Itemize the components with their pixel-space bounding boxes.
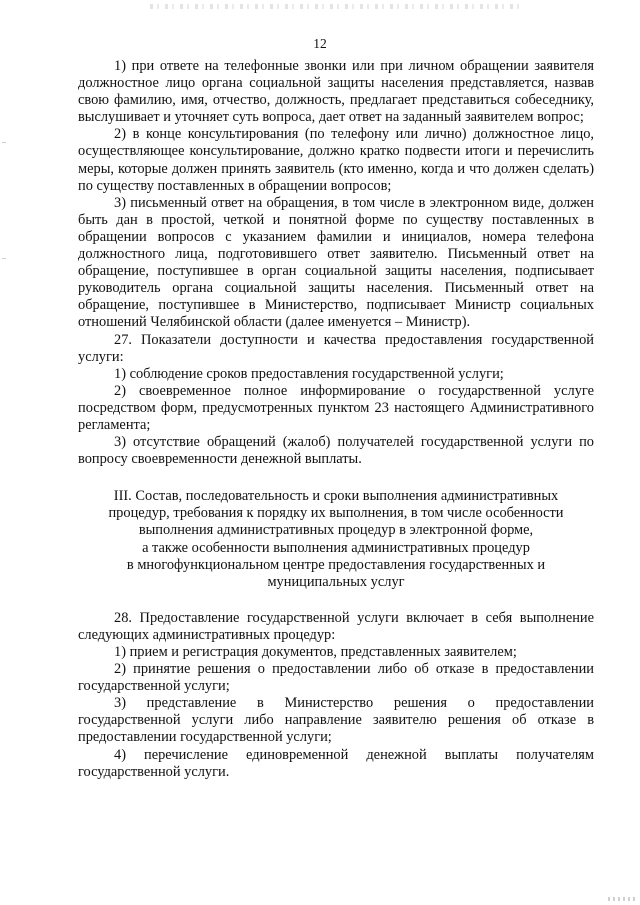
paragraph-item-2-consult-end: 2) в конце консультирования (по телефону или лично) должностное лицо, осуществляющее консультирование, должно кратко подвести итоги и перечислить меры, которые должен принять заявитель (кто именно, когда и что должен сделать) по существу поставленных в обращении вопросов; [78, 126, 594, 194]
paragraph-item-3-written-answer: 3) письменный ответ на обращения, в том числе в электронном виде, должен быть дан в простой, четкой и понятной форме по существу поставленных в обращении вопросов с указанием фамилии и инициалов, номера телефона должностного лица, подготовившего ответ заявителю. Письменный ответ на обращение, поступившее в орган социальной защиты населения, подписывает руководитель органа социальной защиты населения. Письменный ответ на обращение, поступившее в Министерство, подписывает Министр социальных отношений Челябинской области (далее именуется – Министр). [78, 194, 594, 331]
scan-artifact-margin [2, 142, 6, 143]
paragraph-indicator-3: 3) отсутствие обращений (жалоб) получателей государственной услуги по вопросу своевременности денежной выплаты. [78, 434, 594, 468]
section-heading-line: а также особенности выполнения административных процедур [142, 539, 530, 556]
paragraph-procedure-3: 3) представление в Министерство решения о предоставлении государственной услуги либо направление заявителю решения об отказе в предоставлении государственной услуги; [78, 695, 594, 746]
page-number: 12 [313, 36, 327, 51]
paragraph-procedure-4: 4) перечисление единовременной денежной выплаты получателям государственной услуги. [78, 746, 594, 780]
document-body [78, 58, 594, 781]
section-heading-line: выполнения административных процедур в электронной форме, [138, 522, 534, 539]
scan-artifact-top [150, 4, 520, 9]
section-heading-line: III. Состав, последовательность и сроки выполнения административных [113, 488, 559, 505]
paragraph-indicator-1: 1) соблюдение сроков предоставления государственной услуги; [114, 365, 504, 382]
section-heading-line: процедур, требования к порядку их выполнения, в том числе особенности [108, 505, 564, 522]
paragraph-procedure-1: 1) прием и регистрация документов, представленных заявителем; [114, 644, 517, 660]
paragraph-item-1-phone-answer: 1) при ответе на телефонные звонки или при личном обращении заявителя должностное лицо органа социальной защиты населения представляется, назвав свою фамилию, имя, отчество, должность, предлагает представиться собеседнику, выслушивает и уточняет суть вопроса, дает ответ на заданный заявителем вопрос; [78, 58, 594, 126]
scan-artifact-margin [2, 258, 6, 259]
paragraph-indicator-2: 2) своевременное полное информирование о государственной услуге посредством форм, предусмотренных пунктом 23 настоящего Административного регламента; [78, 382, 594, 433]
scan-artifact-bottom [608, 897, 636, 901]
section-heading-iii [78, 488, 594, 591]
paragraph-27-indicators: 27. Показатели доступности и качества предоставления государственной услуги: [78, 331, 594, 365]
section-heading-line: в многофункциональном центре предоставления государственных и [126, 556, 546, 573]
section-heading-line: муниципальных услуг [267, 573, 405, 590]
paragraph-procedure-2: 2) принятие решения о предоставлении либо об отказе в предоставлении государственной услуги; [78, 661, 594, 695]
paragraph-28-procedures: 28. Предоставление государственной услуги включает в себя выполнение следующих административных процедур: [78, 609, 594, 643]
